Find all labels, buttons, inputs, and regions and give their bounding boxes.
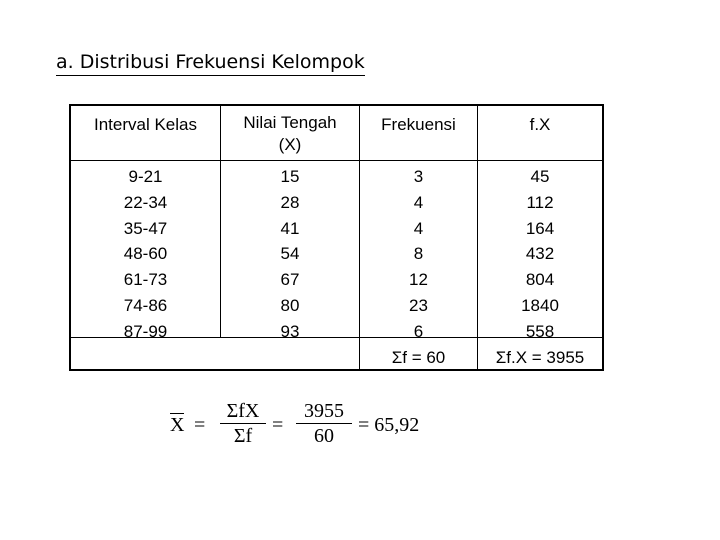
table-cell: 28 xyxy=(280,192,300,212)
equals-sign: = xyxy=(272,414,284,436)
mean-result: = 65,92 xyxy=(358,414,420,436)
table-cell: 4 xyxy=(413,218,424,238)
table-cell: 74-86 xyxy=(123,296,168,315)
table-cell: 3 xyxy=(413,167,424,186)
table-cell: 80 xyxy=(280,296,300,315)
header-interval-kelas: Interval Kelas xyxy=(94,115,197,134)
table-cell: 45 xyxy=(530,167,550,186)
table-cell: 4 xyxy=(413,192,424,212)
table-cell: 41 xyxy=(280,218,300,238)
header-fx: f.X xyxy=(529,115,551,134)
table-cell: 804 xyxy=(525,270,555,290)
total-frequency: Σf = 60 xyxy=(391,348,446,367)
table-cell: 1840 xyxy=(521,296,559,315)
table-cell: 22-34 xyxy=(123,192,168,212)
header-frekuensi: Frekuensi xyxy=(381,115,456,134)
fraction-numerator: ΣfX xyxy=(226,400,260,422)
fraction-bar xyxy=(296,423,352,424)
table-cell: 164 xyxy=(525,218,555,238)
header-divider xyxy=(71,160,602,161)
fraction-symbolic xyxy=(220,401,266,446)
table-cell: 8 xyxy=(413,244,424,264)
table-cell: 112 xyxy=(526,192,554,212)
table-cell: 61-73 xyxy=(123,270,168,290)
table-cell: 87-99 xyxy=(123,321,168,341)
table-cell: 15 xyxy=(280,167,300,186)
table-cell: 35-47 xyxy=(123,218,168,238)
table-cell: 558 xyxy=(525,321,555,341)
table-cell: 93 xyxy=(280,321,300,341)
fraction-numerator: 3955 xyxy=(304,400,344,422)
fraction-numeric xyxy=(296,401,352,446)
table-cell: 67 xyxy=(280,270,300,290)
header-nilai-tengah-line1: Nilai Tengah xyxy=(243,113,337,132)
section-heading: a. Distribusi Frekuensi Kelompok xyxy=(56,50,365,76)
table-cell: 54 xyxy=(280,244,300,264)
frequency-table xyxy=(69,104,604,371)
table-cell: 48-60 xyxy=(123,244,168,264)
fraction-denominator: Σf xyxy=(233,425,253,447)
table-cell: 12 xyxy=(409,270,428,290)
fraction-bar xyxy=(220,423,266,424)
header-nilai-tengah-line2: (X) xyxy=(278,135,302,154)
table-cell: 9-21 xyxy=(128,167,163,186)
table-cell: 23 xyxy=(409,296,428,315)
equals-sign: = xyxy=(194,414,206,436)
total-fx: Σf.X = 3955 xyxy=(495,348,585,367)
header-nilai-tengah xyxy=(221,112,359,156)
table-cell: 6 xyxy=(413,321,424,341)
mean-symbol: X xyxy=(170,414,185,436)
table-cell: 432 xyxy=(525,244,555,264)
fraction-denominator: 60 xyxy=(314,425,334,447)
